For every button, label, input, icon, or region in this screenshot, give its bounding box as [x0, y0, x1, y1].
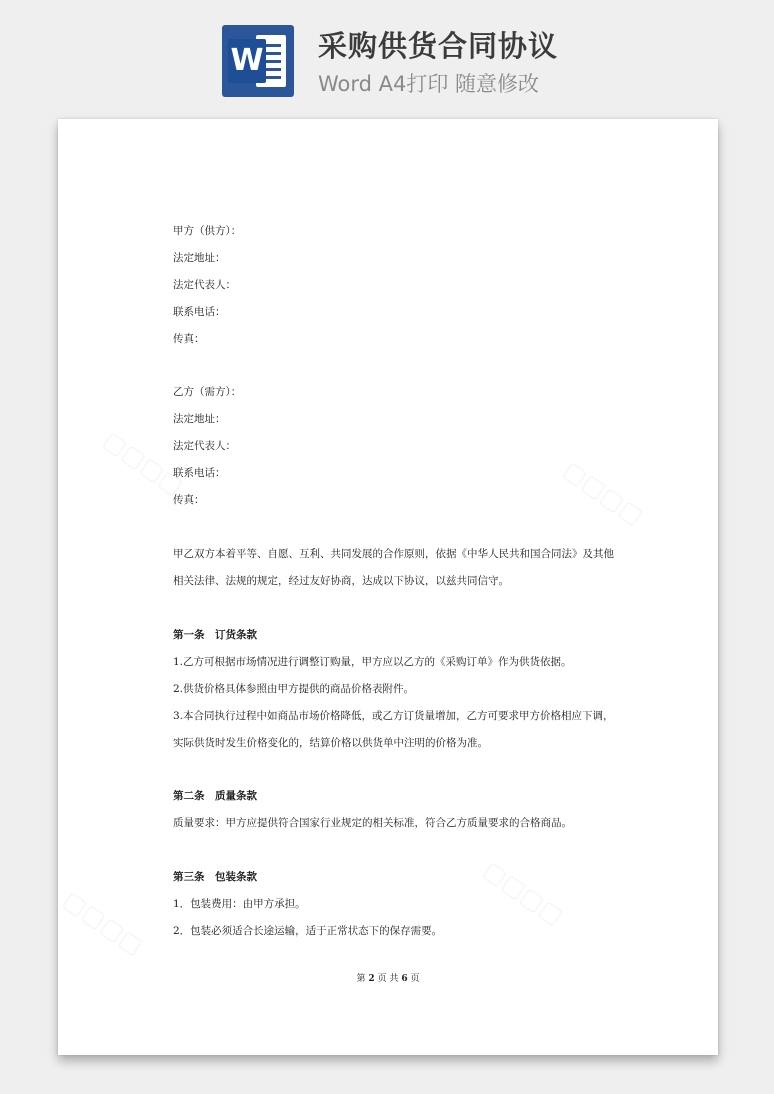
page-footer: [58, 971, 718, 984]
word-letter: W: [228, 39, 266, 83]
party-b-representative: 法定代表人：: [173, 440, 236, 452]
party-a-label: 甲方（供方）：: [173, 225, 242, 237]
word-icon: [222, 25, 294, 97]
article1-item: 3.本合同执行过程中如商品市场价格降低，或乙方订货量增加，乙方可要求甲方价格相应下调，: [173, 710, 614, 722]
article1-item: 2.供货价格具体参照由甲方提供的商品价格表附件。: [173, 683, 415, 695]
party-b-phone: 联系电话：: [173, 467, 226, 479]
document-page: [58, 119, 718, 1055]
header-banner: [0, 0, 774, 118]
page-title: 采购供货合同协议: [318, 29, 559, 63]
article2-heading: 第二条 质量条款: [173, 790, 257, 802]
party-b-address: 法定地址：: [173, 413, 226, 425]
preamble-line: 甲乙双方本着平等、自愿、互利、共同发展的合作原则，依据《中华人民共和国合同法》及其他: [173, 548, 614, 560]
footer-total-pages: 6: [401, 974, 408, 984]
article3-heading: 第三条 包装条款: [173, 871, 257, 883]
article1-item: 1.乙方可根据市场情况进行调整订购量，甲方应以乙方的《采购订单》作为供货依据。: [173, 656, 572, 668]
party-b-fax: 传真：: [173, 494, 205, 506]
article2-item: 质量要求：甲方应提供符合国家行业规定的相关标准，符合乙方质量要求的合格商品。: [173, 817, 572, 829]
party-a-representative: 法定代表人：: [173, 279, 236, 291]
watermark: ▢▢▢▢: [58, 885, 149, 961]
party-b-label: 乙方（需方）：: [173, 386, 242, 398]
watermark: ▢▢▢▢: [558, 455, 649, 531]
footer-prefix: 第: [356, 974, 366, 984]
page-subtitle: Word A4打印 随意修改: [318, 72, 540, 96]
footer-suffix: 页: [410, 974, 420, 984]
party-a-address: 法定地址：: [173, 252, 226, 264]
preamble-line: 相关法律、法规的规定，经过友好协商，达成以下协议，以兹共同信守。: [173, 575, 509, 587]
party-a-fax: 传真：: [173, 333, 205, 345]
party-a-phone: 联系电话：: [173, 306, 226, 318]
article1-heading: 第一条 订货条款: [173, 629, 257, 641]
footer-page-number: 2: [368, 974, 375, 984]
watermark: ▢▢▢▢: [98, 425, 189, 501]
watermark: ▢▢▢▢: [478, 855, 569, 931]
article1-item: 实际供货时发生价格变化的，结算价格以供货单中注明的价格为准。: [173, 737, 488, 749]
article3-item: 1．包装费用：由甲方承担。: [173, 898, 306, 910]
footer-middle: 页 共: [377, 974, 399, 984]
article3-item: 2．包装必须适合长途运输，适于正常状态下的保存需要。: [173, 925, 443, 937]
